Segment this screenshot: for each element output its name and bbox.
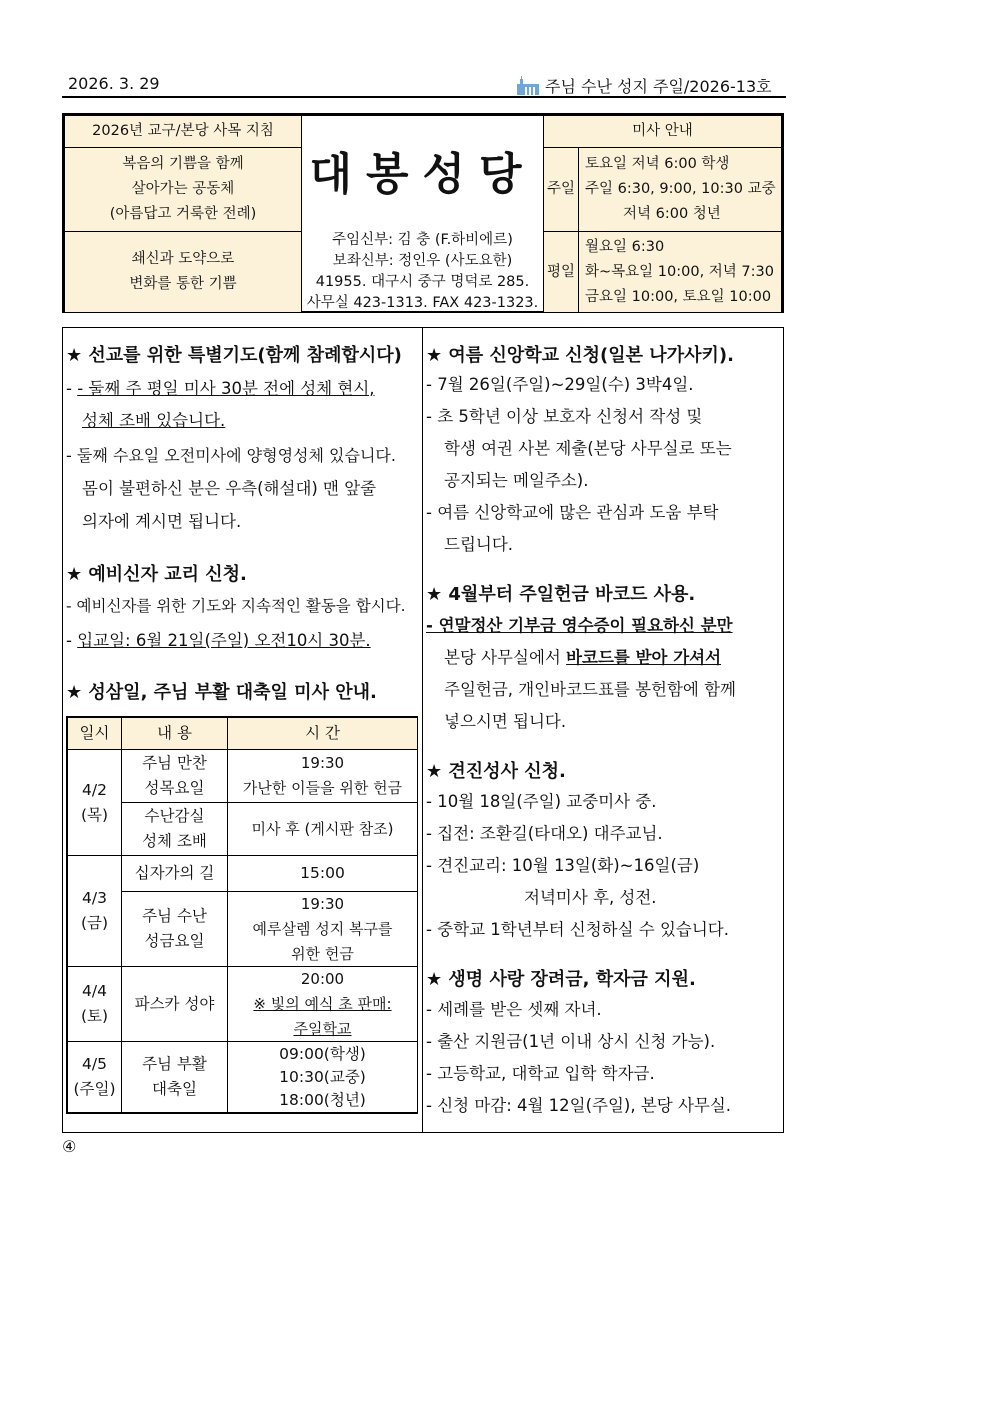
confirmation-line-4: 저녁미사 후, 성전. (524, 888, 657, 907)
row-good-friday-content (121, 891, 228, 967)
scholarship-line-2: - 출산 지원금(1년 이내 상시 신청 가능). (426, 1032, 716, 1051)
easter-sunday-line1: 주님 부활 (142, 1055, 207, 1073)
mission-line-5: 의자에 계시면 됩니다. (82, 512, 242, 531)
policy-2-line2: 변화를 통한 기쁨 (129, 276, 237, 292)
assistant-name: 보좌신부: 정인우 (사도요한) (332, 252, 513, 269)
good-friday-note-2: 위한 헌금 (291, 944, 354, 963)
row-easter-vigil-content: 파스카 성야 (121, 966, 228, 1042)
issue-heading (515, 74, 772, 97)
pastor-info (301, 231, 544, 313)
date-4-4-weekday: (토) (80, 1007, 109, 1025)
confirmation-line-2: - 집전: 조환길(타대오) 대주교님. (426, 824, 663, 843)
summer-camp-line-3: 학생 여권 사본 제출(본당 사무실로 또는 (444, 439, 732, 458)
weekday-time-1: 월요일 6:30 (585, 238, 665, 255)
easter-time-youth: 18:00(청년) (279, 1090, 366, 1109)
church-name: 대봉성당 (309, 148, 536, 200)
policy-1-line3: (아름답고 거룩한 전례) (109, 206, 257, 222)
row-stations-time: 15:00 (227, 855, 418, 892)
policy-2 (64, 231, 302, 313)
date-4-3 (67, 855, 122, 967)
barcode-line-2b: 바코드를 받아 가셔서 (566, 648, 722, 667)
mass-title (543, 115, 782, 148)
catechumen-title: ★ 예비신자 교리 신청. (66, 564, 247, 585)
confirmation-line-3: - 견진교리: 10월 13일(화)~16일(금) (426, 856, 700, 875)
weekday-times (578, 231, 782, 313)
date-4-3-weekday: (금) (80, 914, 109, 932)
policy-1 (64, 147, 302, 232)
summer-camp-line-4: 공지되는 메일주소). (444, 471, 589, 490)
row-good-friday-time (227, 891, 418, 967)
confirmation-line-5: - 중학교 1학년부터 신청하실 수 있습니다. (426, 920, 729, 939)
sunday-label-text: 주일 (546, 181, 575, 197)
barcode-line-1: - 연말정산 기부금 영수증이 필요하신 분만 (426, 616, 733, 635)
date-4-5 (67, 1041, 122, 1113)
weekday-time-3: 금요일 10:00, 토요일 10:00 (585, 288, 772, 305)
church-icon (515, 76, 541, 96)
mission-prayer-title: ★ 선교를 위한 특별기도(함께 참례합시다) (66, 345, 402, 366)
holy-thursday-time: 19:30 (300, 754, 345, 772)
issue-label: 주님 수난 성지 주일/2026-13호 (545, 77, 772, 96)
policy-2-line1: 쇄신과 도약으로 (131, 251, 235, 267)
row-adoration-time: 미사 후 (게시판 참조) (227, 802, 418, 856)
good-friday-line1: 주님 수난 (142, 907, 207, 925)
holy-thursday-collection: 가난한 이들을 위한 헌금 (242, 779, 403, 797)
date-4-2 (67, 749, 122, 856)
bulletin-date: 2026. 3. 29 (68, 74, 160, 93)
church-name-cell (301, 115, 544, 232)
candle-sale-seller: 주일학교 (293, 1019, 352, 1038)
scholarship-line-3: - 고등학교, 대학교 입학 학자금. (426, 1064, 655, 1083)
header-rule (62, 96, 786, 98)
row-easter-sunday-content (121, 1041, 228, 1113)
col-content-header: 내 용 (121, 717, 228, 750)
col-time-header: 시 간 (227, 717, 418, 750)
triduum-title: ★ 성삼일, 주님 부활 대축일 미사 안내. (66, 682, 377, 703)
scholarship-line-4: - 신청 마감: 4월 12일(주일), 본당 사무실. (426, 1096, 732, 1115)
date-4-4-day: 4/4 (82, 982, 107, 1000)
policy-1-line2: 살아가는 공동체 (131, 181, 235, 197)
confirmation-title: ★ 견진성사 신청. (426, 761, 566, 782)
address: 41955. 대구시 중구 명덕로 285. (315, 273, 530, 290)
summer-camp-line-6: 드립니다. (444, 535, 514, 554)
policy-title (64, 115, 302, 148)
row-holy-thursday-content (121, 749, 228, 803)
easter-sunday-line2: 대축일 (152, 1080, 197, 1098)
summer-camp-line-2: - 초 5학년 이상 보호자 신청서 작성 및 (426, 407, 703, 426)
barcode-title: ★ 4월부터 주일헌금 바코드 사용. (426, 584, 696, 605)
weekday-label-text: 평일 (546, 263, 575, 280)
col-date-header: 일시 (67, 717, 122, 750)
holy-thursday-line1: 주님 만찬 (142, 754, 207, 772)
policy-1-line1: 복음의 기쁨을 함께 (122, 156, 244, 172)
date-4-2-day: 4/2 (82, 780, 107, 799)
adoration-line1: 수난감실 (144, 807, 205, 825)
row-stations-content: 십자가의 길 (121, 855, 228, 892)
adoration-line2: 성체 조배 (142, 832, 207, 850)
row-easter-vigil-time (227, 966, 418, 1042)
date-4-5-day: 4/5 (82, 1055, 107, 1073)
barcode-line-2 (444, 647, 721, 669)
summer-camp-title: ★ 여름 신앙학교 신청(일본 나가사키). (426, 345, 734, 366)
easter-time-students: 09:00(학생) (279, 1044, 366, 1063)
scholarship-line-1: - 세례를 받은 셋째 자녀. (426, 1000, 602, 1019)
confirmation-line-1: - 10월 18일(주일) 교중미사 중. (426, 792, 657, 811)
mission-line-4: 몸이 불편하신 분은 우측(해설대) 맨 앞줄 (82, 479, 377, 498)
masthead (62, 113, 784, 313)
barcode-line-2a: 본당 사무실에서 (444, 648, 567, 667)
weekday-label (543, 231, 579, 313)
scholarship-title: ★ 생명 사랑 장려금, 학자금 지원. (426, 969, 696, 990)
weekday-time-2: 화~목요일 10:00, 저녁 7:30 (585, 263, 774, 280)
easter-time-main: 10:30(교중) (279, 1067, 366, 1086)
candle-sale-note: ※ 빛의 예식 초 판매: (253, 994, 392, 1013)
summer-camp-line-5: - 여름 신앙학교에 많은 관심과 도움 부탁 (426, 503, 719, 522)
triduum-schedule-table (66, 716, 418, 1114)
phone: 사무실 423-1313. FAX 423-1323. (306, 294, 539, 311)
summer-camp-line-1: - 7월 26일(주일)~29일(수) 3박4일. (426, 375, 694, 394)
good-friday-time: 19:30 (300, 894, 345, 913)
sunday-time-3: 저녁 6:00 청년 (623, 206, 721, 222)
mass-title-text: 미사 안내 (632, 123, 693, 139)
mission-line-2: 성체 조배 있습니다. (82, 411, 226, 430)
date-4-2-weekday: (목) (80, 805, 109, 824)
sunday-time-2: 주일 6:30, 9:00, 10:30 교중 (585, 181, 776, 197)
good-friday-note-1: 예루살렘 성지 복구를 (252, 919, 393, 938)
mission-line-1: - - 둘째 주 평일 미사 30분 전에 성체 현시, (66, 379, 375, 398)
date-4-4 (67, 966, 122, 1042)
column-divider (422, 327, 423, 1133)
date-4-5-weekday: (주일) (73, 1080, 116, 1098)
row-easter-sunday-time (227, 1041, 418, 1113)
row-holy-thursday-time (227, 749, 418, 803)
catechumen-dash: - (66, 631, 78, 650)
date-4-3-day: 4/3 (82, 889, 107, 907)
entry-date: 입교일: 6월 21일(주일) 오전10시 30분. (77, 631, 371, 650)
barcode-line-3: 주일헌금, 개인바코드표를 봉헌함에 함께 (444, 680, 736, 699)
barcode-line-4: 넣으시면 됩니다. (444, 712, 567, 731)
row-adoration-content (121, 802, 228, 856)
page-number: ④ (62, 1137, 77, 1156)
sunday-label (543, 147, 579, 232)
sunday-time-1: 토요일 저녁 6:00 학생 (585, 156, 730, 172)
easter-vigil-time: 20:00 (300, 969, 345, 988)
good-friday-line2: 성금요일 (144, 932, 205, 950)
pastor-name: 주임신부: 김 충 (F.하비에르) (332, 231, 513, 248)
sunday-times (578, 147, 782, 232)
holy-thursday-line2: 성목요일 (144, 779, 205, 797)
catechumen-line-2 (66, 630, 371, 652)
policy-title-text: 2026년 교구/본당 사목 지침 (92, 123, 274, 139)
catechumen-line-1: - 예비신자를 위한 기도와 지속적인 활동을 합시다. (66, 597, 406, 615)
mission-line-1-text: - 둘째 주 평일 미사 30분 전에 성체 현시, (77, 379, 375, 398)
mission-line-3: - 둘째 수요일 오전미사에 양형영성체 있습니다. (66, 446, 396, 465)
